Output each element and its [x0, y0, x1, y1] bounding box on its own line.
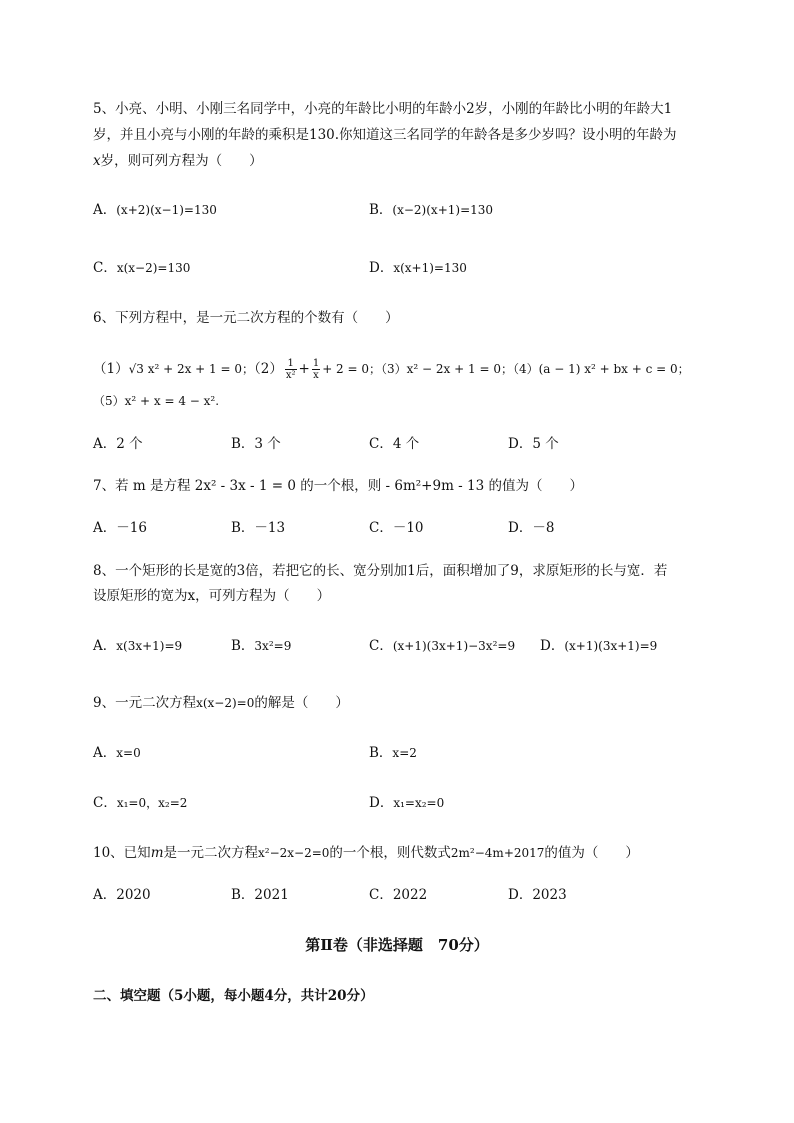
q6-item2-rest: + 2 = 0； [322, 362, 382, 376]
option-label: B． [231, 436, 255, 452]
q10-stem-expr: x²−2x−2=0 [258, 846, 330, 860]
q5-option-b[interactable] [369, 200, 493, 220]
option-label: D． [369, 795, 394, 811]
q6-items-line2 [93, 391, 219, 411]
option-label: A． [93, 202, 117, 218]
option-label: C． [369, 520, 393, 536]
q6-item3: （3）x² − 2x + 1 = 0； [381, 362, 513, 376]
q7-stem: 7、若 m 是方程 2x² - 3x - 1 = 0 的一个根，则 - 6m²+9m - 13 的值为（ ） [93, 478, 583, 494]
option-text: 2 个 [116, 436, 143, 452]
q10-option-b[interactable] [231, 885, 289, 905]
q10-stem-suffix: 的值为（ ） [544, 845, 639, 861]
q5-option-d[interactable] [369, 258, 467, 278]
option-text: 2022 [392, 887, 428, 903]
q10-option-d[interactable] [508, 885, 567, 905]
option-expr: x₁=0，x₂=2 [116, 796, 188, 810]
q6-item4: （4）(a − 1) x² + bx + c = 0； [512, 362, 690, 376]
q6-item1-prefix: （1） [93, 361, 129, 377]
q8-option-a[interactable] [93, 636, 182, 656]
q10-stem [93, 843, 639, 863]
q5-option-a[interactable] [93, 200, 217, 220]
q6-item2-prefix: （2） [254, 361, 283, 377]
option-expr: 3x²=9 [254, 639, 292, 653]
q5-stem-line3-text: 岁，则可列方程为（ ） [100, 153, 263, 169]
q7-option-a[interactable] [93, 518, 147, 538]
q6-item5: （5）x² + x = 4 − x². [93, 394, 220, 408]
option-expr: (x+1)(3x+1)−3x²=9 [392, 639, 516, 653]
option-label: B． [369, 202, 393, 218]
option-label: D． [508, 887, 533, 903]
option-label: D． [508, 436, 533, 452]
q9-option-a[interactable] [93, 743, 141, 763]
q10-option-a[interactable] [93, 885, 151, 905]
option-label: C． [369, 436, 393, 452]
q6-stem: 6、下列方程中，是一元二次方程的个数有（ ） [93, 310, 399, 326]
q6-option-d[interactable] [508, 434, 559, 454]
option-text: －13 [254, 520, 286, 536]
q6-option-c[interactable] [369, 434, 419, 454]
option-label: D． [369, 260, 394, 276]
section-2-title: 第Ⅱ卷（非选择题 70分） [305, 936, 489, 954]
q6-option-a[interactable] [93, 434, 143, 454]
q5-option-c[interactable] [93, 258, 190, 278]
option-expr: x=2 [392, 746, 417, 760]
q9-stem-expr: x(x−2)=0 [196, 696, 255, 710]
option-label: A． [93, 436, 117, 452]
option-label: A． [93, 520, 117, 536]
option-label: B． [369, 745, 393, 761]
option-text: 2023 [532, 887, 567, 903]
option-label: B． [231, 638, 255, 654]
q5-variable: x [93, 153, 101, 169]
option-expr: (x+1)(3x+1)=9 [564, 639, 658, 653]
q9-stem-prefix: 9、一元二次方程 [93, 695, 197, 711]
q10-option-c[interactable] [369, 885, 427, 905]
option-text: 4 个 [392, 436, 420, 452]
option-label: C． [93, 795, 117, 811]
option-text: －8 [532, 520, 555, 536]
option-text: 5 个 [532, 436, 559, 452]
option-expr: x₁=x₂=0 [393, 796, 445, 810]
option-text: －16 [116, 520, 147, 536]
q6-item2-fraction-1: $\frac{1}{\text{x²}}$ [285, 358, 296, 381]
q5-stem-line2: 岁，并且小亮与小刚的年龄的乘积是130.你知道这三名同学的年龄各是多少岁吗？设小明的年龄为 [93, 127, 677, 143]
q7-option-b[interactable] [231, 518, 285, 538]
q10-stem-prefix: 10、已知 [93, 845, 151, 861]
q5-stem-line1: 5、小亮、小明、小刚三名同学中，小亮的年龄比小明的年龄小2岁，小刚的年龄比小明的年龄大1 [93, 101, 673, 117]
option-label: D． [540, 638, 565, 654]
option-text: 2020 [116, 887, 151, 903]
q8-option-c[interactable] [369, 636, 515, 656]
option-text: 2021 [254, 887, 289, 903]
q7-option-d[interactable] [508, 518, 554, 538]
option-text: 3 个 [254, 436, 281, 452]
q10-stem-expr2: 2m²−4m+2017 [450, 846, 545, 860]
option-expr: (x−2)(x+1)=130 [392, 203, 494, 217]
option-expr: x(x−2)=130 [116, 261, 191, 275]
option-label: A． [93, 745, 117, 761]
option-label: C． [369, 638, 393, 654]
option-label: C． [369, 887, 393, 903]
q6-option-b[interactable] [231, 434, 281, 454]
option-label: B． [231, 520, 255, 536]
option-label: D． [508, 520, 533, 536]
q7-option-c[interactable] [369, 518, 424, 538]
q8-stem-line2: 设原矩形的宽为x，可列方程为（ ） [93, 588, 331, 604]
q6-item1-expr: √3 x² + 2x + 1 = 0； [128, 362, 254, 376]
option-text: －10 [392, 520, 424, 536]
q6-items-line1: （1）√3 x² + 2x + 1 = 0；（2） $\frac{1}{\text{x²}}$ + $\frac{1}{x}$ + 2 = 0；（3）x² − 2x + 1 = 0；（4）(a − 1) x² + bx + c = 0； [93, 358, 690, 381]
section-2-subtitle: 二、填空题（5小题，每小题4分，共计20分） [93, 988, 374, 1004]
q6-item2-fraction-2: $\frac{1}{x}$ [312, 358, 320, 381]
option-label: C． [93, 260, 117, 276]
q9-stem [93, 693, 349, 713]
q5-stem-line3 [93, 151, 263, 171]
q10-stem-mid: 是一元二次方程 [163, 845, 258, 861]
q10-stem-mid2: 的一个根，则代数式 [329, 845, 451, 861]
q9-option-b[interactable] [369, 743, 417, 763]
q9-option-d[interactable] [369, 793, 444, 813]
option-label: A． [93, 638, 117, 654]
option-expr: (x+2)(x−1)=130 [116, 203, 217, 217]
option-expr: x=0 [116, 746, 141, 760]
q9-stem-suffix: 的解是（ ） [254, 695, 349, 711]
q8-option-b[interactable] [231, 636, 291, 656]
q8-stem-line1: 8、一个矩形的长是宽的3倍，若把它的长、宽分别加1后，面积增加了9，求原矩形的长与宽．若 [93, 563, 668, 579]
q8-option-d[interactable] [540, 636, 657, 656]
q10-variable: m [150, 845, 164, 861]
q9-option-c[interactable] [93, 793, 187, 813]
option-expr: x(3x+1)=9 [116, 639, 183, 653]
option-label: A． [93, 887, 117, 903]
option-label: B． [231, 887, 255, 903]
option-expr: x(x+1)=130 [393, 261, 467, 275]
